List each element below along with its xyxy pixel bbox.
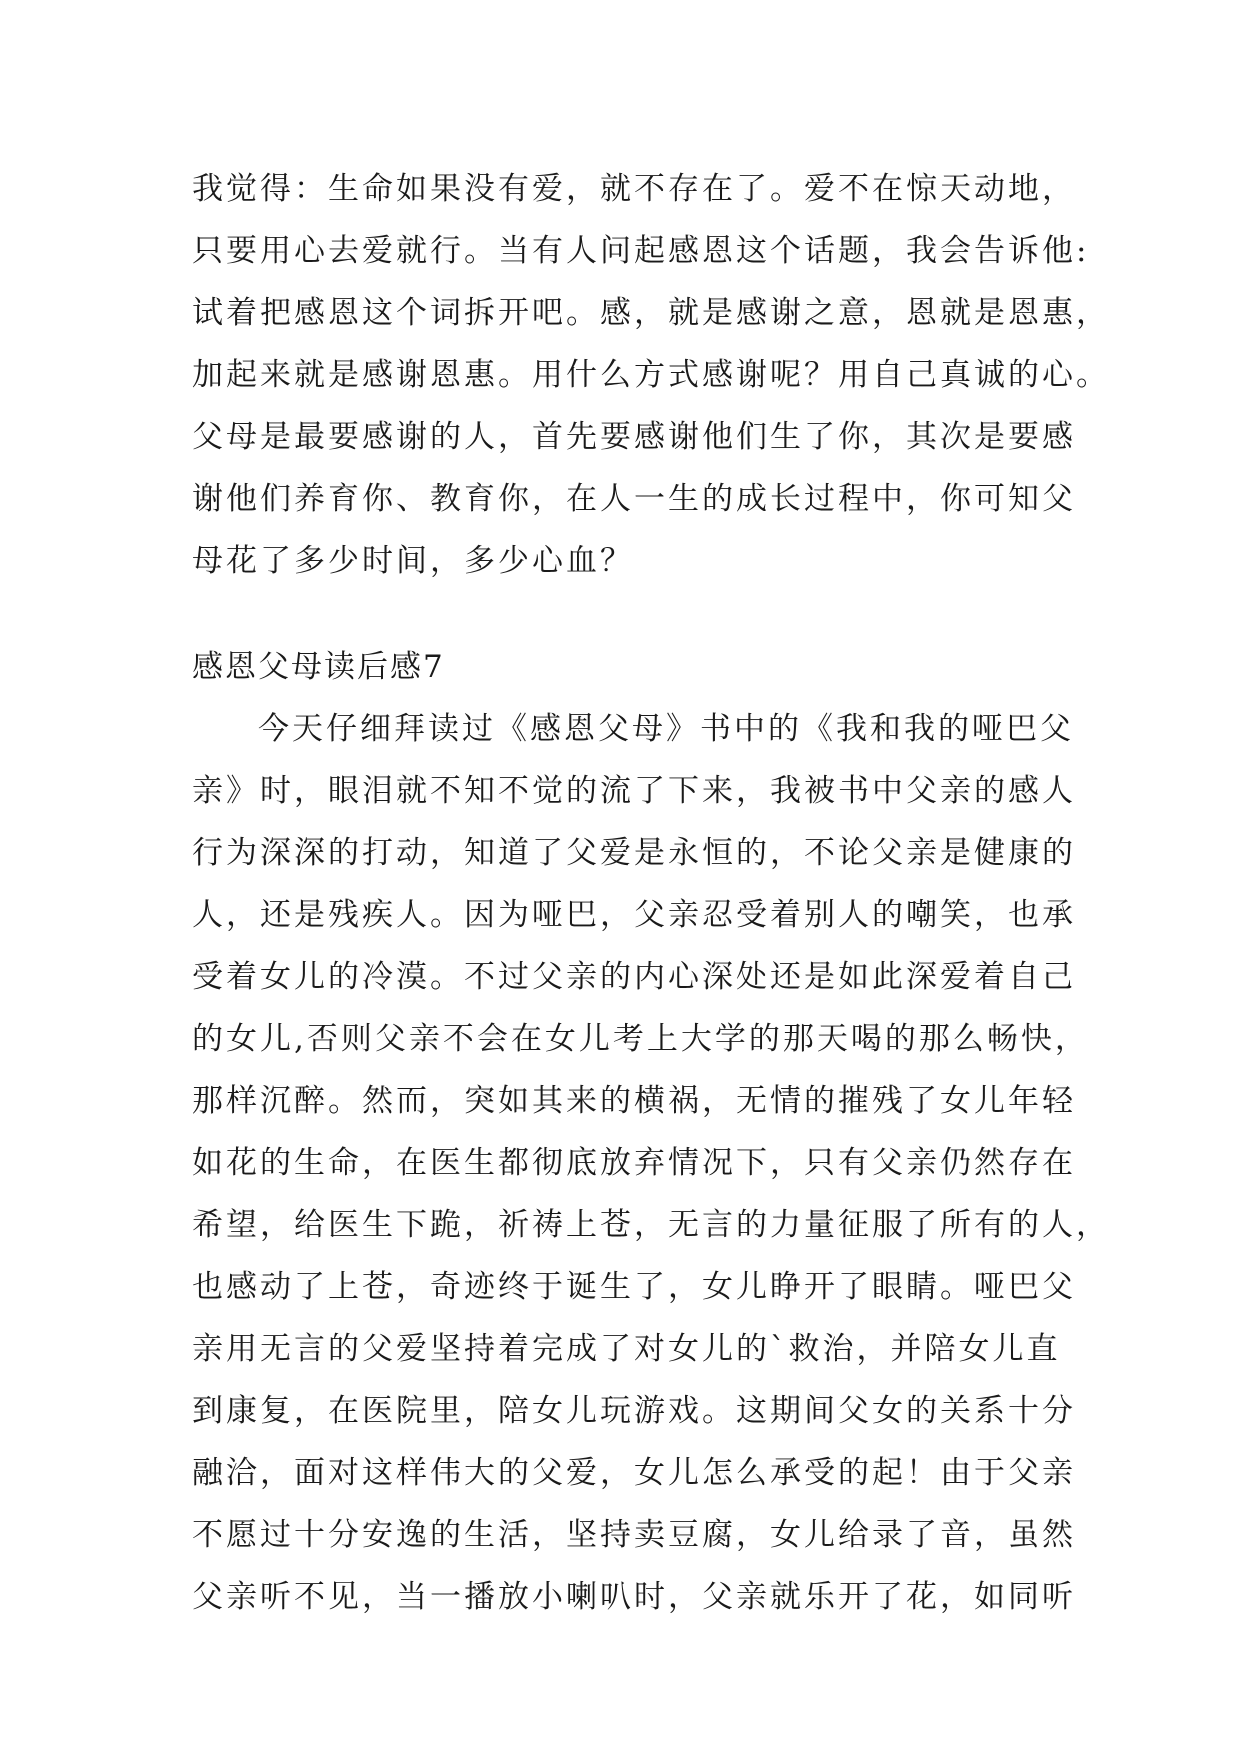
paragraph-line: 的女儿,否则父亲不会在女儿考上大学的那天喝的那么畅快，	[192, 1021, 1089, 1057]
paragraph-line: 行为深深的打动，知道了父爱是永恒的，不论父亲是健康的	[192, 835, 1076, 871]
paragraph-line: 父母是最要感谢的人，首先要感谢他们生了你，其次是要感	[192, 419, 1076, 455]
paragraph-line: 父亲听不见，当一播放小喇叭时，父亲就乐开了花，如同听	[192, 1579, 1076, 1615]
paragraph-line: 如花的生命，在医生都彻底放弃情况下，只有父亲仍然存在	[192, 1145, 1076, 1181]
paragraph-line: 今天仔细拜读过《感恩父母》书中的《我和我的哑巴父	[258, 711, 1074, 747]
paragraph-line: 也感动了上苍，奇迹终于诞生了，女儿睁开了眼睛。哑巴父	[192, 1269, 1076, 1305]
section-title: 感恩父母读后感7	[192, 649, 445, 685]
paragraph-line: 受着女儿的冷漠。不过父亲的内心深处还是如此深爱着自己	[192, 959, 1076, 995]
paragraph-line: 谢他们养育你、教育你，在人一生的成长过程中，你可知父	[192, 481, 1076, 517]
paragraph-line: 亲》时，眼泪就不知不觉的流了下来，我被书中父亲的感人	[192, 773, 1076, 809]
paragraph-line: 人，还是残疾人。因为哑巴，父亲忍受着别人的嘲笑，也承	[192, 897, 1076, 933]
paragraph-line: 我觉得：生命如果没有爱，就不存在了。爱不在惊天动地，	[192, 171, 1076, 207]
paragraph-line: 试着把感恩这个词拆开吧。感，就是感谢之意，恩就是恩惠，	[192, 295, 1110, 331]
paragraph-line: 不愿过十分安逸的生活，坚持卖豆腐，女儿给录了音，虽然	[192, 1517, 1076, 1553]
paragraph-line: 母花了多少时间，多少心血？	[192, 543, 634, 579]
paragraph-line: 希望，给医生下跪，祈祷上苍，无言的力量征服了所有的人，	[192, 1207, 1110, 1243]
paragraph-line: 那样沉醉。然而，突如其来的横祸，无情的摧残了女儿年轻	[192, 1083, 1076, 1119]
paragraph-line: 加起来就是感谢恩惠。用什么方式感谢呢？用自己真诚的心。	[192, 357, 1110, 393]
paragraph-line: 融洽，面对这样伟大的父爱，女儿怎么承受的起！由于父亲	[192, 1455, 1076, 1491]
paragraph-line: 亲用无言的父爱坚持着完成了对女儿的`救治，并陪女儿直	[192, 1331, 1061, 1367]
paragraph-line: 到康复，在医院里，陪女儿玩游戏。这期间父女的关系十分	[192, 1393, 1076, 1429]
paragraph-line: 只要用心去爱就行。当有人问起感恩这个话题，我会告诉他:	[192, 233, 1090, 269]
